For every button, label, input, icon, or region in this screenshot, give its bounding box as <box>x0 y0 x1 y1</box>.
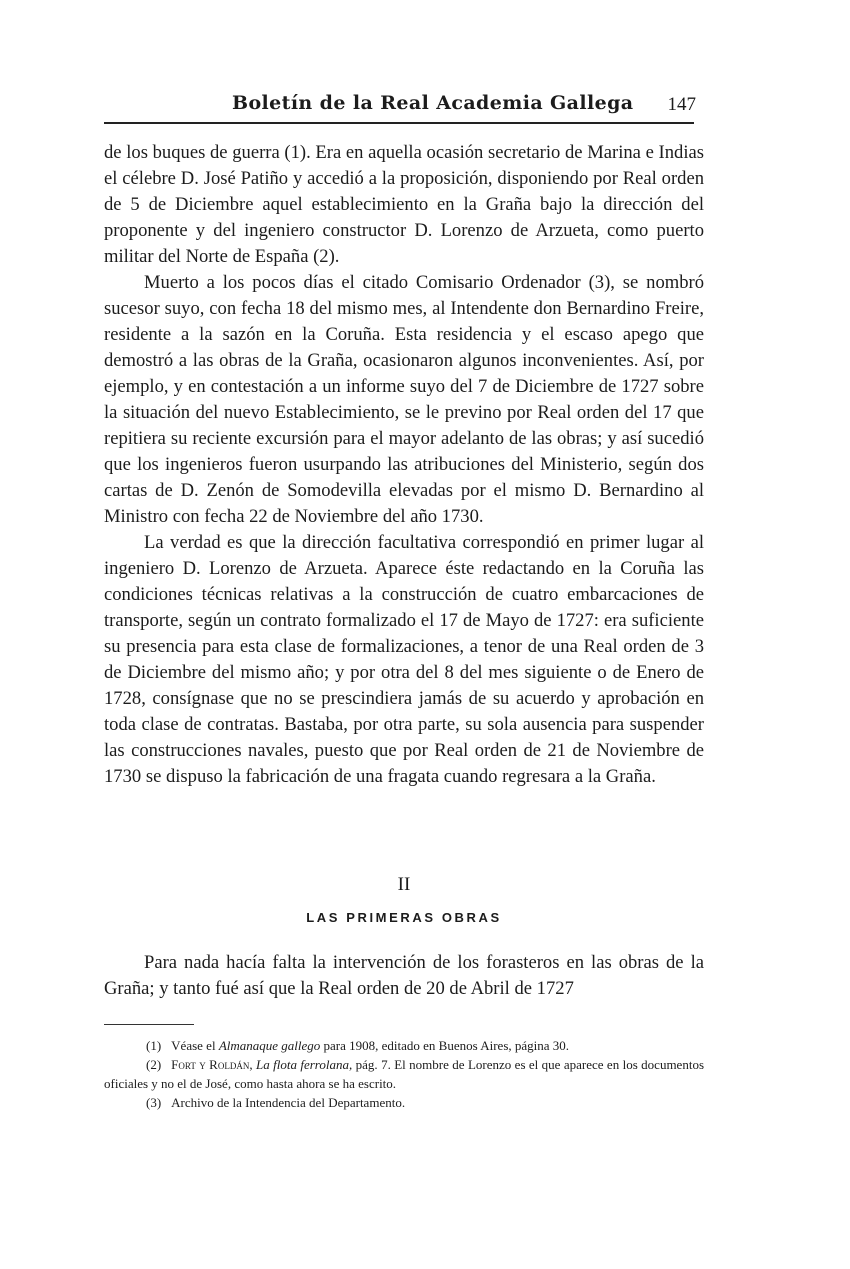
footnote-text: Archivo de la Intendencia del Departamento. <box>171 1095 406 1110</box>
footnote-text: para 1908, editado en Buenos Aires, página 30. <box>320 1038 570 1053</box>
paragraph-3: La verdad es que la dirección facultativa correspondió en primer lugar al ingeniero D. Lorenzo de Arzueta. Aparece éste redactando en la Coruña las condiciones técnicas relativas a la construcción de cuatro embarcaciones de transporte, según un contrato formalizado el 17 de Mayo de 1727: era suficiente su presencia para esta clase de formalizaciones, a tenor de una Real orden de 3 de Diciembre del mismo año; y por otra del 8 del mes siguiente o de Enero de 1728, consígnase que no se prescindiera jamás de su acuerdo y aprobación en toda clase de contratas. Bastaba, por otra parte, su sola ausencia para suspender las construcciones navales, puesto que por Real orden de 21 de Noviembre de 1730 se dispuso la fabricación de una fragata cuando regresara a la Graña. <box>104 532 704 787</box>
footnote-rule <box>104 1024 194 1025</box>
header-rule <box>104 122 694 124</box>
main-text <box>104 140 704 790</box>
footnote-2 <box>104 1055 704 1093</box>
section-number: II <box>397 874 411 895</box>
journal-title: Boletín de la Real Academia Gallega <box>232 92 634 114</box>
footnote-number: (3) <box>146 1095 162 1110</box>
footnote-number: (1) <box>146 1038 162 1053</box>
footnote-title: Almanaque gallego <box>218 1038 321 1053</box>
paragraph-2: Muerto a los pocos días el citado Comisario Ordenador (3), se nombró sucesor suyo, con fecha 18 del mismo mes, al Intendente don Bernardino Freire, residente a la sazón en la Coruña. Esta residencia y el escaso apego que demostró a las obras de la Graña, ocasionaron algunos inconvenientes. Así, por ejemplo, y en contestación a un informe suyo del 7 de Diciembre de 1727 sobre la situación del nuevo Establecimiento, se le previno por Real orden del 17 que repitiera su reciente excursión para el mayor adelanto de las obras; y así sucedió que los ingenieros fueron usurpando las atribuciones del Ministerio, según dos cartas de D. Zenón de Somodevilla elevadas por el mismo D. Bernardino al Ministro con fecha 22 de Noviembre del año 1730. <box>104 272 704 527</box>
paragraph-1: de los buques de guerra (1). Era en aquella ocasión secretario de Marina e Indias el célebre D. José Patiño y accedió a la proposición, disponiendo por Real orden de 5 de Diciembre aquel establecimiento en la Graña bajo la dirección del proponente y del ingeniero constructor D. Lorenzo de Arzueta, como puerto militar del Norte de España (2). <box>104 142 704 267</box>
footnote-text: Véase el <box>171 1038 219 1053</box>
footnote-number: (2) <box>146 1057 162 1072</box>
section-title: LAS PRIMERAS OBRAS <box>306 910 502 925</box>
section-paragraph-1: Para nada hacía falta la intervención de los forasteros en las obras de la Graña; y tanto fué así que la Real orden de 20 de Abril de 1727 <box>104 952 704 999</box>
footnote-title: La flota ferrolana, <box>256 1057 353 1072</box>
footnotes <box>104 1036 704 1112</box>
footnote-1 <box>104 1036 704 1055</box>
footnote-author: Fort y Roldán, <box>171 1057 253 1072</box>
page-number: 147 <box>667 94 696 115</box>
running-header <box>104 90 706 120</box>
section-text <box>104 950 704 1002</box>
footnote-3 <box>104 1093 704 1112</box>
footnote-text: pág. 7. El nombre de Lorenzo es el que aparece en los documentos oficiales y no el de José, como hasta ahora se ha escrito. <box>104 1057 705 1091</box>
